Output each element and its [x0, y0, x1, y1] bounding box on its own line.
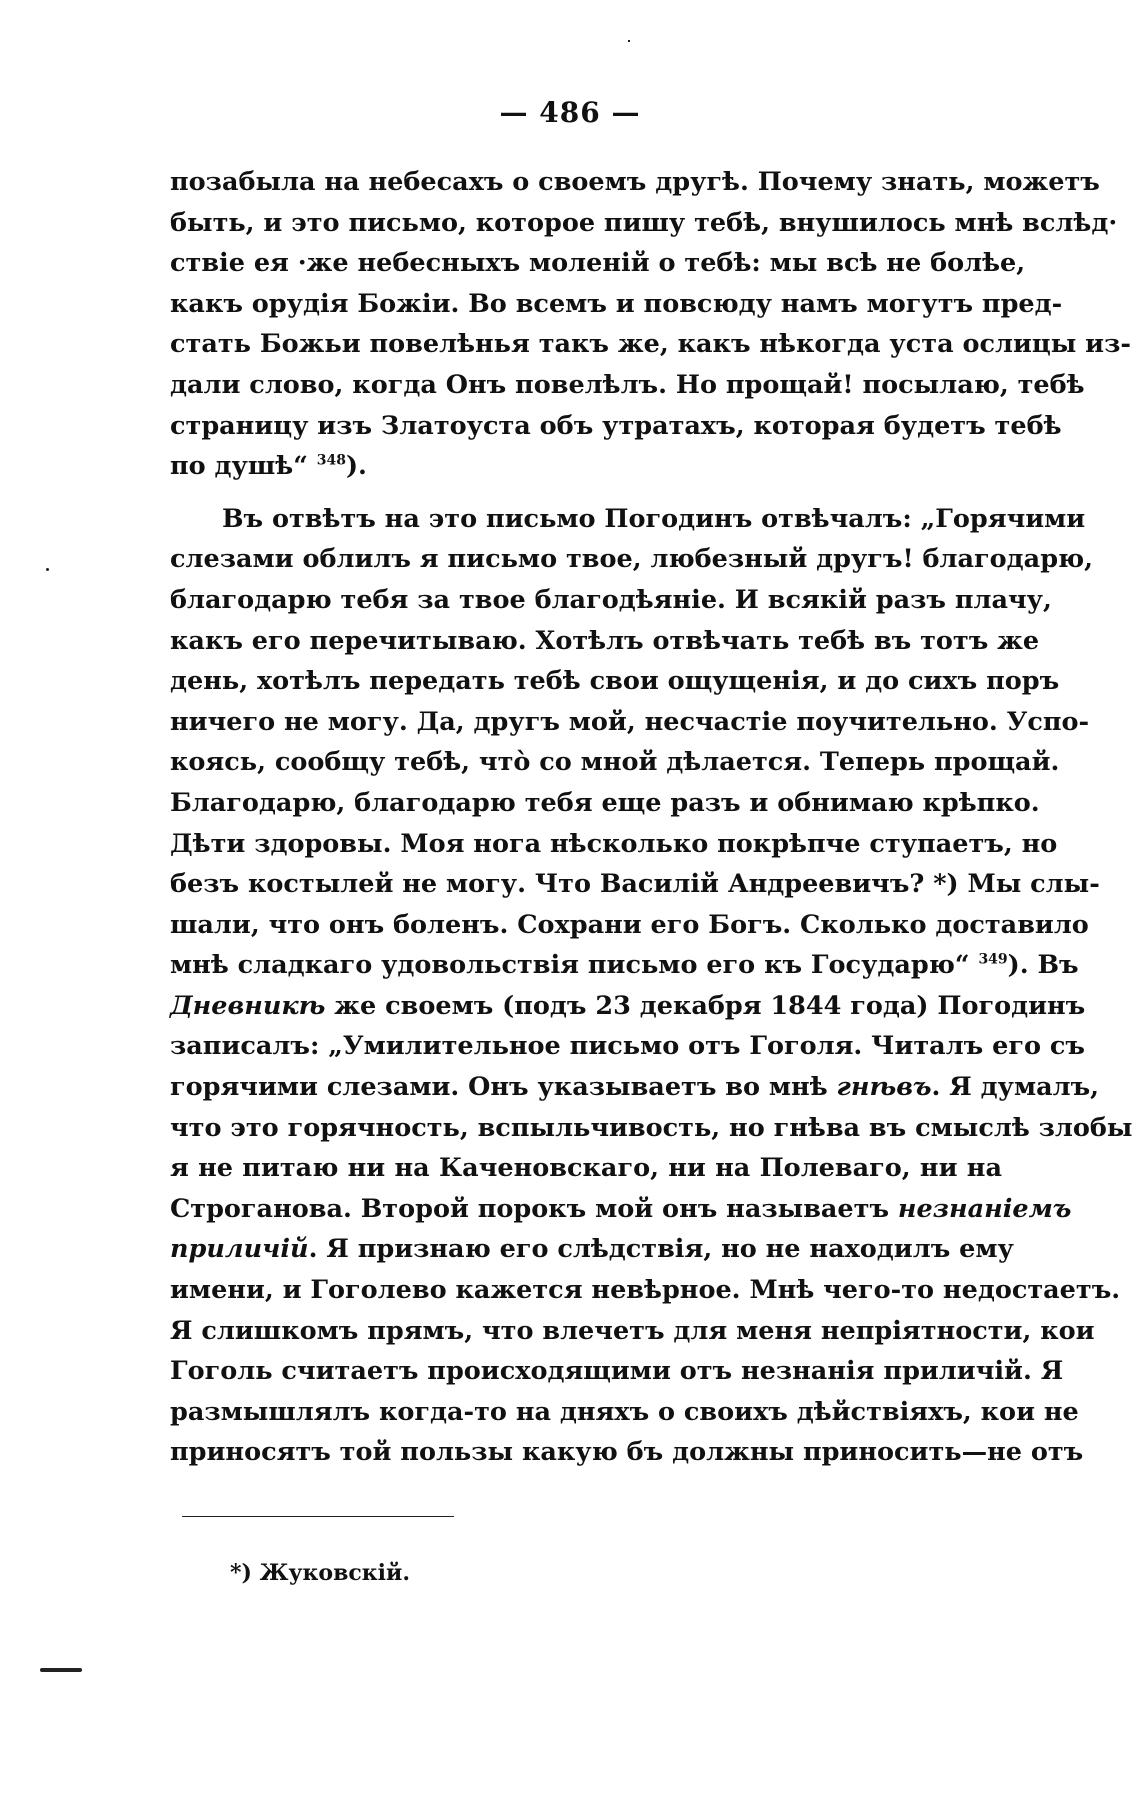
text-segment: шали, что онъ боленъ. Сохрани его Богъ. Сколько доставило [170, 909, 1089, 940]
text-line [170, 986, 1086, 1027]
text-segment: что это горячность, вспыльчивость, но гнѣва въ смыслѣ злобы [170, 1112, 1133, 1143]
text-segment: Строганова. Второй порокъ мой онъ называетъ [170, 1193, 898, 1224]
text-line [170, 580, 1052, 621]
text-segment: мнѣ сладкаго удовольствія письмо его къ Государю“ [170, 950, 979, 981]
text-segment: Благодарю, благодарю тебя еще разъ и обнимаю крѣпко. [170, 787, 1040, 818]
text-line [170, 742, 1060, 783]
text-line [170, 1351, 1064, 1392]
text-line [170, 824, 1058, 865]
text-segment: ничего не могу. Да, другъ мой, несчастіе поучительно. Успо- [170, 706, 1090, 737]
text-line [170, 284, 1063, 325]
text-segment: имени, и Гоголево кажется невѣрное. Мнѣ чего-то недостаетъ. [170, 1275, 1121, 1306]
text-segment: . Я думалъ, [931, 1072, 1100, 1103]
text-line [170, 945, 1079, 986]
text-segment: быть, и это письмо, которое пишу тебѣ, внушилось мнѣ вслѣд· [170, 207, 1118, 238]
text-line [170, 1189, 1072, 1230]
text-segment: приносятъ той пользы какую бъ должны приносить—не отъ [170, 1437, 1084, 1468]
text-line [170, 203, 1118, 244]
text-segment: безъ костылей не могу. Что Василій Андреевичъ? *) Мы слы- [170, 869, 1100, 900]
text-segment: день, хотѣлъ передать тебѣ свои ощущенія, и до сихъ поръ [170, 666, 1060, 697]
text-line [170, 783, 1040, 824]
paragraph-gap [170, 487, 1002, 499]
text-segment: ). [345, 451, 367, 482]
scan-speck [46, 568, 49, 571]
text-line [170, 1311, 1095, 1352]
text-line [170, 1148, 1002, 1189]
text-line [170, 1026, 1085, 1067]
text-segment: записалъ: „Умилительное письмо отъ Гоголя. Читалъ его съ [170, 1031, 1085, 1062]
italic-term: приличій [170, 1234, 309, 1265]
text-segment: страницу изъ Златоуста объ утратахъ, которая будетъ тебѣ [170, 410, 1062, 441]
text-segment: Я слишкомъ прямъ, что влечетъ для меня непріятности, кои [170, 1315, 1095, 1346]
text-segment: же своемъ (подъ 23 декабря 1844 года) Погодинъ [325, 990, 1086, 1021]
text-line [170, 539, 1094, 580]
text-segment: стать Божьи повелѣнья такъ же, какъ нѣкогда уста ослицы из- [170, 329, 1131, 360]
italic-term: Дневникѣ [170, 990, 326, 1021]
text-segment: Дѣти здоровы. Моя нога нѣсколько покрѣпче ступаетъ, но [170, 828, 1058, 859]
text-segment: дали слово, когда Онъ повелѣлъ. Но прощай! посылаю, тебѣ [170, 369, 1085, 400]
text-line [170, 446, 1002, 487]
footnote-divider [182, 1516, 454, 1517]
text-segment: Гоголь считаетъ происходящими отъ незнанія приличій. Я [170, 1356, 1064, 1387]
text-line [170, 1432, 1084, 1473]
text-line [170, 1270, 1121, 1311]
text-segment: по душѣ“ [170, 451, 317, 482]
text-line [170, 406, 1062, 447]
text-segment: коясь, сообщу тебѣ, что̀ со мной дѣлается. Теперь прощай. [170, 747, 1060, 778]
text-line [170, 324, 1131, 365]
text-segment: я не питаю ни на Каченовскаго, ни на Полеваго, ни на [170, 1153, 1002, 1184]
italic-term: незнаніемъ [897, 1193, 1072, 1224]
paragraph [170, 162, 1131, 487]
italic-term: гнѣвъ [836, 1072, 932, 1103]
text-line [170, 1108, 1133, 1149]
text-line [170, 162, 1100, 203]
text-line [170, 1392, 1079, 1433]
text-line [170, 365, 1085, 406]
text-segment: ). Въ [1007, 950, 1079, 981]
text-segment: какъ его перечитываю. Хотѣлъ отвѣчать тебѣ въ тотъ же [170, 625, 1040, 656]
text-segment: ствіе ея ·же небесныхъ моленій о тебѣ: мы всѣ не болѣе, [170, 248, 1026, 279]
text-segment: благодарю тебя за твое благодѣяніе. И всякій разъ плачу, [170, 584, 1052, 615]
footnote-ref: 349 [978, 951, 1008, 968]
text-line [170, 499, 1086, 540]
scan-mark [40, 1668, 82, 1672]
text-line [170, 243, 1026, 284]
scan-speck [628, 40, 630, 42]
text-segment: позабыла на небесахъ о своемъ другѣ. Почему знать, можетъ [170, 167, 1100, 197]
footnote-ref: 348 [316, 452, 346, 469]
text-line [170, 1229, 1014, 1270]
text-line [170, 1067, 1100, 1108]
footnote: *) Жуковскій. [230, 1560, 410, 1586]
text-segment: горячими слезами. Онъ указываетъ во мнѣ [170, 1072, 837, 1103]
text-segment: Въ отвѣтъ на это письмо Погодинъ отвѣчалъ: „Горячими [222, 503, 1086, 534]
text-line [170, 864, 1100, 905]
text-segment: слезами облилъ я письмо твое, любезный другъ! благодарю, [170, 544, 1094, 575]
text-line [170, 621, 1040, 662]
text-line [170, 661, 1060, 702]
text-segment: . Я признаю его слѣдствія, но не находилъ ему [308, 1234, 1014, 1265]
text-segment: размышлялъ когда-то на дняхъ о своихъ дѣйствіяхъ, кои не [170, 1396, 1079, 1427]
body-text [170, 162, 1133, 1473]
text-line [170, 905, 1089, 946]
text-segment: какъ орудія Божіи. Во всемъ и повсюду намъ могутъ пред- [170, 288, 1063, 319]
paragraph [170, 499, 1133, 1473]
text-line [170, 702, 1090, 743]
page-number: — 486 — [499, 96, 641, 129]
